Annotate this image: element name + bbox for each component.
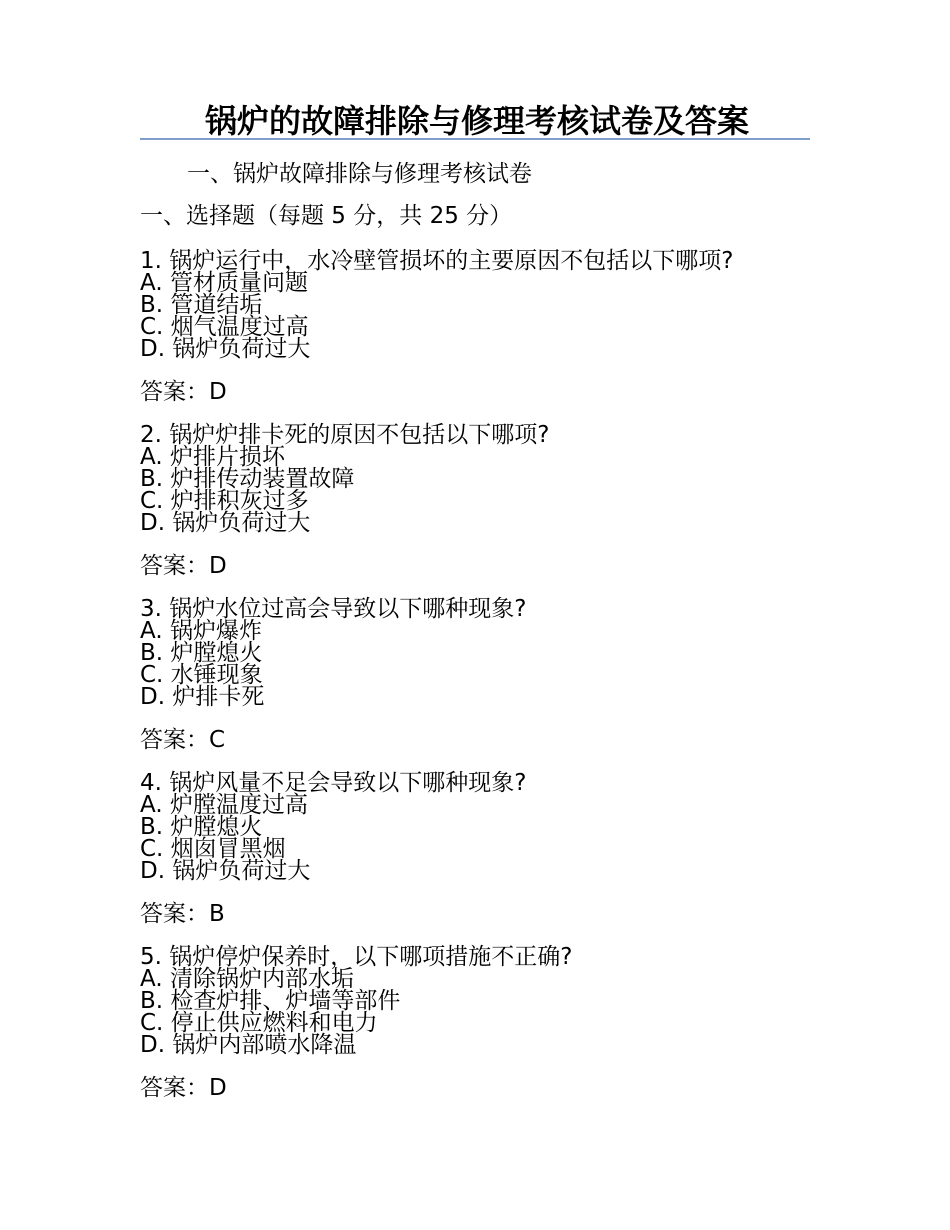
answer-line xyxy=(140,376,820,408)
answer-line xyxy=(140,550,820,582)
answer-label: 答案： xyxy=(140,901,209,927)
question-text: 3. 锅炉水位过高会导致以下哪种现象? xyxy=(140,596,527,622)
option-b: B. 检查炉排、炉墙等部件 xyxy=(140,988,401,1014)
option-b: B. 炉膛熄火 xyxy=(140,640,263,666)
answer-value: B xyxy=(209,901,225,927)
option-c: C. 停止供应燃料和电力 xyxy=(140,1010,378,1036)
option-b: B. 管道结垢 xyxy=(140,292,263,318)
option-c: C. 烟气温度过高 xyxy=(140,314,309,340)
question-block xyxy=(140,424,820,582)
answer-line xyxy=(140,1072,820,1104)
answer-label: 答案： xyxy=(140,553,209,579)
question-block xyxy=(140,946,820,1104)
document-title: 锅炉的故障排除与修理考核试卷及答案 xyxy=(205,102,750,140)
option-a: A. 炉排片损坏 xyxy=(140,444,285,470)
answer-line xyxy=(140,898,820,930)
question-text: 1. 锅炉运行中，水冷壁管损坏的主要原因不包括以下哪项? xyxy=(140,248,734,274)
option-c: C. 烟囱冒黑烟 xyxy=(140,836,286,862)
option-d: D. 锅炉负荷过大 xyxy=(140,858,311,884)
question-block xyxy=(140,598,820,756)
title-underline xyxy=(140,138,810,140)
option-c: C. 炉排积灰过多 xyxy=(140,488,309,514)
answer-value: D xyxy=(209,1075,227,1101)
question-text: 4. 锅炉风量不足会导致以下哪种现象? xyxy=(140,770,527,796)
question-block xyxy=(140,250,820,408)
answer-line xyxy=(140,724,820,756)
option-d: D. 锅炉内部喷水降温 xyxy=(140,1032,357,1058)
answer-label: 答案： xyxy=(140,727,209,753)
option-a: A. 炉膛温度过高 xyxy=(140,792,308,818)
document-subtitle: 一、锅炉故障排除与修理考核试卷 xyxy=(187,161,532,187)
option-a: A. 管材质量问题 xyxy=(140,270,308,296)
option-a: A. 锅炉爆炸 xyxy=(140,618,262,644)
answer-label: 答案： xyxy=(140,379,209,405)
answer-value: C xyxy=(209,727,226,753)
option-d: D. 锅炉负荷过大 xyxy=(140,336,311,362)
option-d: D. 锅炉负荷过大 xyxy=(140,510,311,536)
option-a: A. 清除锅炉内部水垢 xyxy=(140,966,354,992)
answer-value: D xyxy=(209,379,227,405)
question-text: 5. 锅炉停炉保养时，以下哪项措施不正确? xyxy=(140,944,573,970)
option-b: B. 炉排传动装置故障 xyxy=(140,466,355,492)
answer-value: D xyxy=(209,553,227,579)
question-block xyxy=(140,772,820,930)
question-text: 2. 锅炉炉排卡死的原因不包括以下哪项? xyxy=(140,422,550,448)
option-d: D. 炉排卡死 xyxy=(140,684,265,710)
option-b: B. 炉膛熄火 xyxy=(140,814,263,840)
section-heading: 一、选择题（每题 5 分，共 25 分） xyxy=(140,203,513,229)
answer-label: 答案： xyxy=(140,1075,209,1101)
option-c: C. 水锤现象 xyxy=(140,662,263,688)
